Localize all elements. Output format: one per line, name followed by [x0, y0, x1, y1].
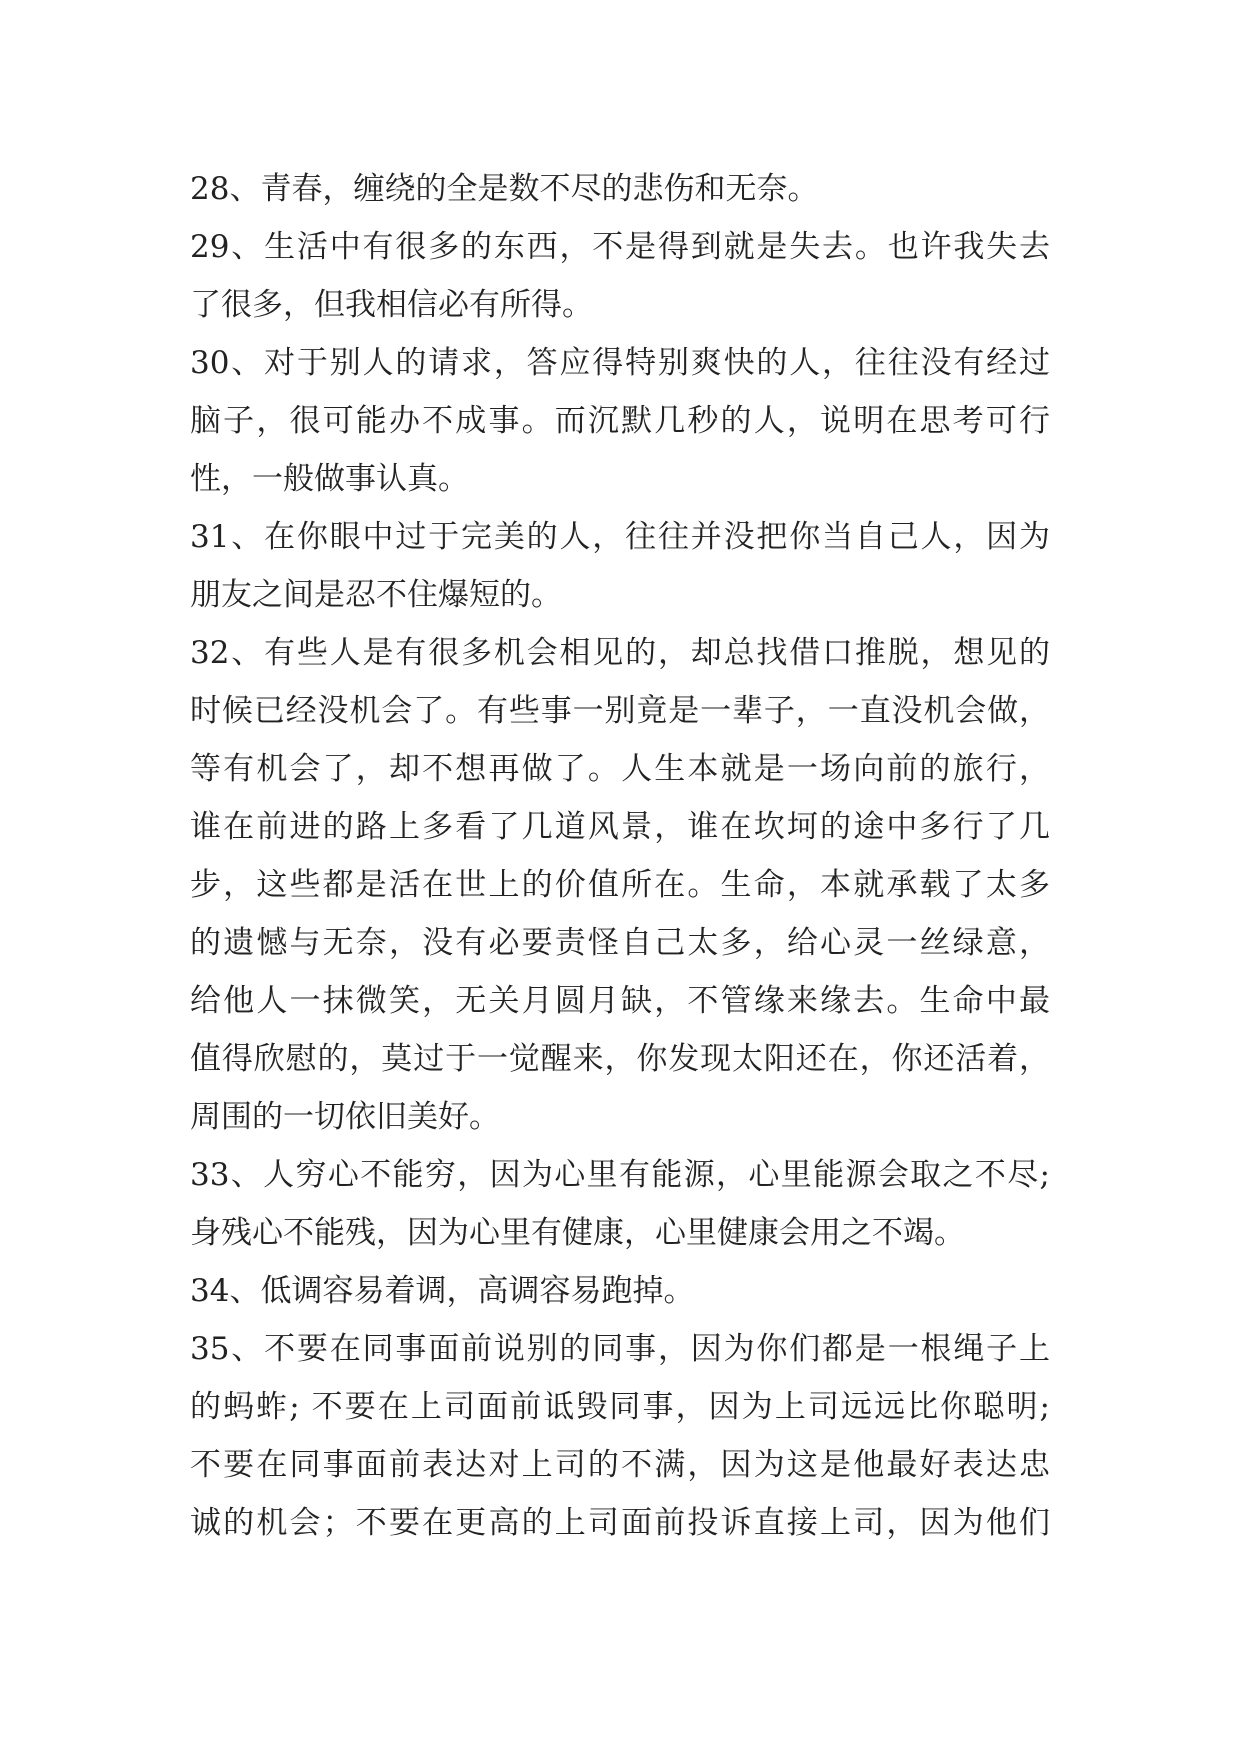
paragraph-33-line-2: 身残心不能残，因为心里有健康，心里健康会用之不竭。 [190, 1215, 965, 1251]
paragraph-31-line-1: 31、在你眼中过于完美的人，往往并没把你当自己人，因为 [190, 519, 1050, 555]
paragraph-32-line-7: 给他人一抹微笑，无关月圆月缺，不管缘来缘去。生命中最 [190, 983, 1050, 1019]
paragraph-30-line-2: 脑子，很可能办不成事。而沉默几秒的人，说明在思考可行 [190, 403, 1050, 439]
paragraph-35-line-3: 不要在同事面前表达对上司的不满，因为这是他最好表达忠 [190, 1447, 1050, 1483]
paragraph-32-line-3: 等有机会了，却不想再做了。人生本就是一场向前的旅行， [190, 751, 1050, 787]
paragraph-34 [190, 1262, 1050, 1320]
paragraph-35-line-2: 的蚂蚱; 不要在上司面前诋毁同事，因为上司远远比你聪明; [190, 1389, 1050, 1425]
paragraph-30-line-3: 性，一般做事认真。 [190, 461, 469, 497]
paragraph-29-line-1: 29、生活中有很多的东西，不是得到就是失去。也许我失去 [190, 229, 1050, 265]
paragraph-28 [190, 160, 1050, 218]
paragraph-32-line-8: 值得欣慰的，莫过于一觉醒来，你发现太阳还在，你还活着， [190, 1041, 1050, 1077]
paragraph-30-line-1: 30、对于别人的请求，答应得特别爽快的人，往往没有经过 [190, 345, 1050, 381]
paragraph-34-line-1: 34、低调容易着调，高调容易跑掉。 [190, 1273, 695, 1309]
paragraph-32-line-9: 周围的一切依旧美好。 [190, 1099, 500, 1135]
paragraph-32-line-1: 32、有些人是有很多机会相见的，却总找借口推脱，想见的 [190, 635, 1050, 671]
paragraph-32-line-6: 的遗憾与无奈，没有必要责怪自己太多，给心灵一丝绿意， [190, 925, 1050, 961]
paragraph-29-line-2: 了很多，但我相信必有所得。 [190, 287, 593, 323]
paragraph-28-line-1: 28、青春，缠绕的全是数不尽的悲伤和无奈。 [190, 171, 819, 207]
paragraph-32-line-4: 谁在前进的路上多看了几道风景，谁在坎坷的途中多行了几 [190, 809, 1050, 845]
paragraph-29 [190, 218, 1050, 334]
paragraph-32-line-5: 步，这些都是活在世上的价值所在。生命，本就承载了太多 [190, 867, 1050, 903]
paragraph-35 [190, 1320, 1050, 1552]
paragraph-33 [190, 1146, 1050, 1262]
paragraph-32-line-2: 时候已经没机会了。有些事一别竟是一辈子，一直没机会做， [190, 693, 1050, 729]
paragraph-33-line-1: 33、人穷心不能穷，因为心里有能源，心里能源会取之不尽; [190, 1157, 1050, 1193]
paragraph-35-line-1: 35、不要在同事面前说别的同事，因为你们都是一根绳子上 [190, 1331, 1050, 1367]
document-body [190, 160, 1050, 1552]
paragraph-31 [190, 508, 1050, 624]
paragraph-35-line-4: 诚的机会；不要在更高的上司面前投诉直接上司，因为他们 [190, 1505, 1050, 1541]
paragraph-31-line-2: 朋友之间是忍不住爆短的。 [190, 577, 562, 613]
paragraph-32 [190, 624, 1050, 1146]
paragraph-30 [190, 334, 1050, 508]
